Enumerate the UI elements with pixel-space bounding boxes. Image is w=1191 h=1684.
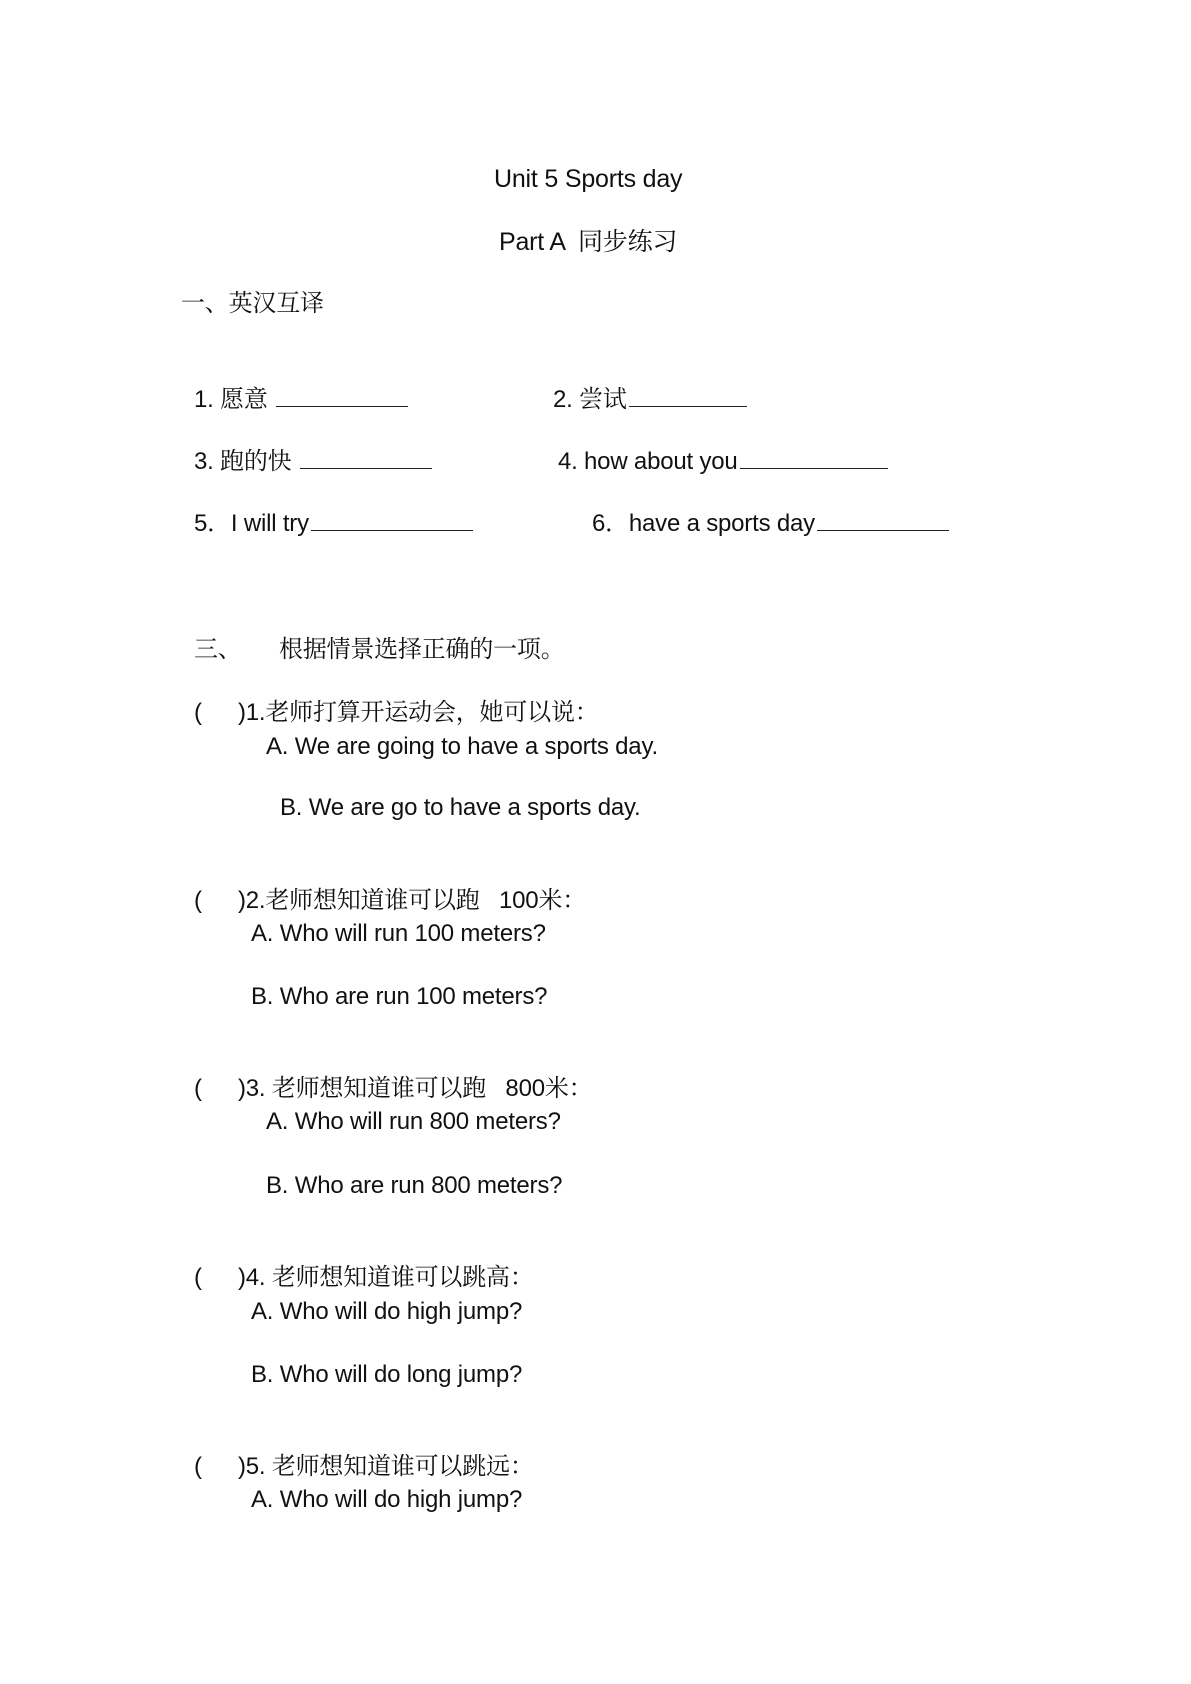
question-stem: )3. 老师想知道谁可以跑 800米： bbox=[237, 1075, 593, 1102]
question-stem: )2.老师想知道谁可以跑 100米： bbox=[237, 887, 586, 914]
question-stem: )1.老师打算开运动会，她可以说： bbox=[237, 699, 599, 726]
section-1-heading: 一、英汉互译 bbox=[181, 290, 324, 317]
option-1b: B. We are go to have a sports day. bbox=[280, 794, 641, 821]
option-3a: A. Who will run 800 meters? bbox=[266, 1108, 561, 1135]
translation-item-4 bbox=[545, 416, 888, 477]
translation-item-5 bbox=[181, 478, 473, 539]
answer-blank[interactable] bbox=[300, 446, 432, 469]
item-label: 4. how about you bbox=[557, 448, 738, 475]
answer-paren[interactable]: ( bbox=[193, 1453, 202, 1480]
option-4a: A. Who will do high jump? bbox=[251, 1298, 523, 1325]
translation-item-3 bbox=[181, 416, 432, 477]
question-2 bbox=[181, 856, 586, 916]
answer-blank[interactable] bbox=[629, 384, 747, 407]
translation-item-6 bbox=[579, 478, 949, 539]
page-subtitle: Part A 同步练习 bbox=[499, 228, 678, 256]
answer-paren[interactable]: ( bbox=[193, 1264, 202, 1291]
option-2a: A. Who will run 100 meters? bbox=[251, 920, 546, 947]
answer-blank[interactable] bbox=[817, 508, 949, 531]
section-3-heading bbox=[181, 605, 565, 665]
question-stem: )5. 老师想知道谁可以跳远： bbox=[237, 1453, 534, 1480]
answer-paren[interactable]: ( bbox=[193, 699, 202, 726]
option-1a: A. We are going to have a sports day. bbox=[266, 733, 658, 760]
option-5a: A. Who will do high jump? bbox=[251, 1486, 523, 1513]
answer-paren[interactable]: ( bbox=[193, 1075, 202, 1102]
answer-blank[interactable] bbox=[740, 446, 888, 469]
option-3b: B. Who are run 800 meters? bbox=[266, 1172, 563, 1199]
option-2b: B. Who are run 100 meters? bbox=[251, 983, 548, 1010]
answer-blank[interactable] bbox=[311, 508, 473, 531]
section-instruction: 根据情景选择正确的一项。 bbox=[278, 636, 565, 663]
question-3 bbox=[181, 1044, 592, 1104]
question-4 bbox=[181, 1233, 534, 1293]
option-4b: B. Who will do long jump? bbox=[251, 1361, 523, 1388]
translation-item-1 bbox=[181, 354, 408, 415]
item-label: 3. 跑的快 bbox=[193, 448, 298, 475]
page-title: Unit 5 Sports day bbox=[494, 165, 683, 193]
question-1 bbox=[181, 668, 599, 728]
item-label: 1. 愿意 bbox=[193, 386, 275, 413]
question-5 bbox=[181, 1422, 534, 1482]
answer-blank[interactable] bbox=[276, 384, 408, 407]
answer-paren[interactable]: ( bbox=[193, 887, 202, 914]
section-number: 三、 bbox=[193, 636, 242, 663]
translation-item-2 bbox=[540, 354, 747, 415]
item-label: 6．have a sports day bbox=[591, 510, 815, 537]
question-stem: )4. 老师想知道谁可以跳高： bbox=[237, 1264, 534, 1291]
item-label: 2. 尝试 bbox=[552, 386, 627, 413]
item-label: 5．I will try bbox=[193, 510, 309, 537]
